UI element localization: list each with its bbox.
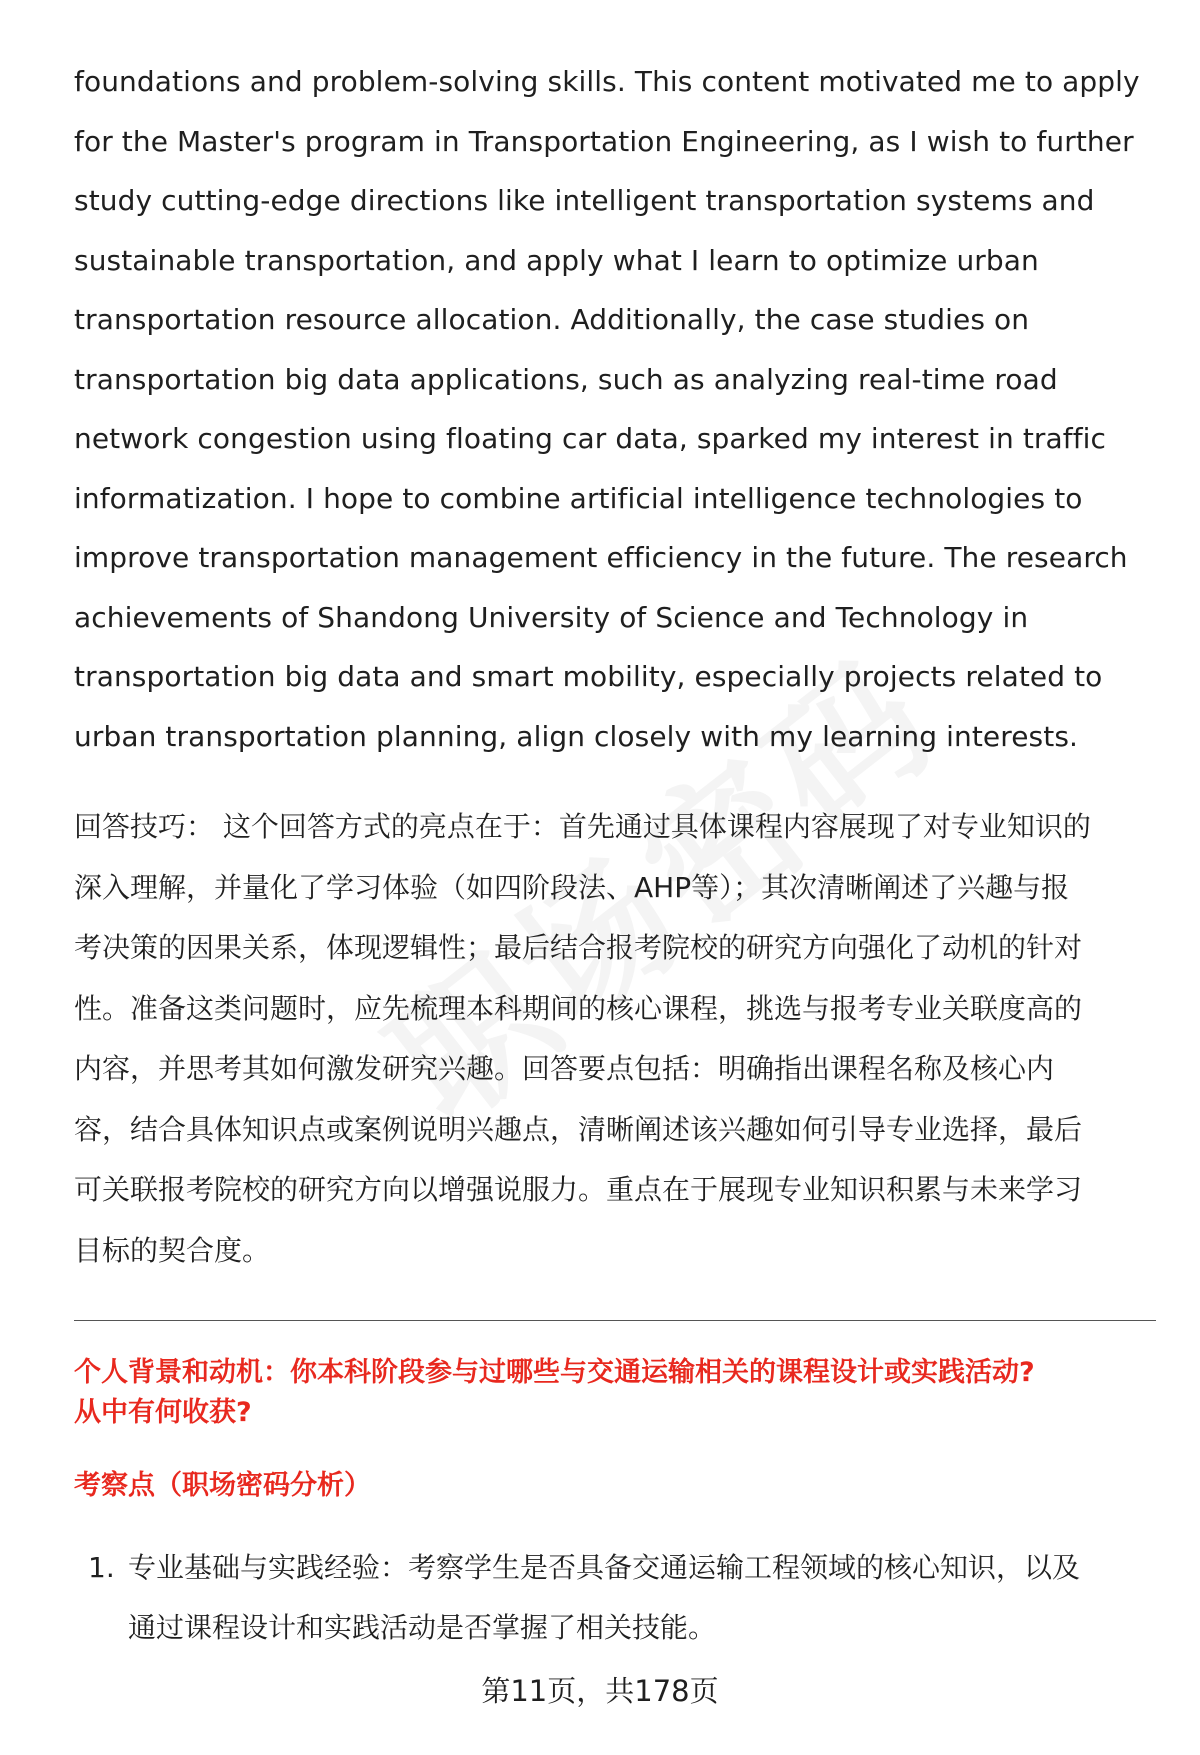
text-line: improve transportation management efficiency in the future. The research (74, 541, 1128, 574)
text-line: 内容，并思考其如何激发研究兴趣。回答要点包括：明确指出课程名称及核心内 (74, 1052, 1055, 1085)
text-line: for the Master's program in Transportation Engineering, as I wish to further (74, 124, 1134, 158)
text-line: 深入理解，并量化了学习体验（如四阶段法、AHP等）；其次清晰阐述了兴趣与报 (74, 870, 1070, 904)
text-line: 性。准备这类问题时，应先梳理本科期间的核心课程，挑选与报考专业关联度高的 (74, 991, 1083, 1025)
section-heading: 考察点（职场密码分析） (74, 1470, 371, 1501)
assessment-points-list (74, 1538, 1164, 1658)
list-item-number: 1. (88, 1551, 115, 1584)
text-line: 考决策的因果关系，体现逻辑性；最后结合报考院校的研究方向强化了动机的针对 (74, 931, 1083, 964)
text-line: 通过课程设计和实践活动是否掌握了相关技能。 (128, 1611, 717, 1644)
text-line: 专业基础与实践经验：考察学生是否具备交通运输工程领域的核心知识，以及 (128, 1551, 1081, 1584)
text-line: sustainable transportation, and apply what I learn to optimize urban (74, 243, 1039, 277)
text-line: transportation resource allocation. Additionally, the case studies on (74, 303, 1030, 336)
text-line: 容，结合具体知识点或案例说明兴趣点，清晰阐述该兴趣如何引导专业选择，最后 (74, 1112, 1083, 1146)
section-divider (74, 1320, 1156, 1321)
text-line: network congestion using floating car data, sparked my interest in traffic (74, 422, 1107, 455)
question-heading (74, 1353, 1164, 1433)
page-number: 第11页，共178页 (481, 1674, 719, 1708)
text-line: 目标的契合度。 (74, 1233, 271, 1267)
heading-line: 个人背景和动机：你本科阶段参与过哪些与交通运输相关的课程设计或实践活动? (74, 1357, 1035, 1388)
text-line: 回答技巧： 这个回答方式的亮点在于：首先通过具体课程内容展现了对专业知识的 (74, 810, 1091, 843)
text-line: transportation big data applications, such as analyzing real-time road (74, 362, 1058, 396)
text-line: foundations and problem-solving skills. This content motivated me to apply (74, 65, 1140, 98)
body-paragraph (74, 52, 1154, 766)
text-line: urban transportation planning, align closely with my learning interests. (74, 719, 1079, 753)
text-line: 可关联报考院校的研究方向以增强说服力。重点在于展现专业知识积累与未来学习 (74, 1173, 1083, 1206)
text-line: informatization. I hope to combine artificial intelligence technologies to (74, 481, 1083, 515)
text-line: study cutting-edge directions like intelligent transportation systems and (74, 184, 1095, 217)
heading-line: 从中有何收获? (74, 1397, 252, 1428)
text-line: achievements of Shandong University of Science and Technology in (74, 600, 1029, 634)
text-line: transportation big data and smart mobility, especially projects related to (74, 660, 1103, 693)
answer-tips-paragraph (74, 797, 1164, 1281)
list-item (74, 1538, 1164, 1658)
